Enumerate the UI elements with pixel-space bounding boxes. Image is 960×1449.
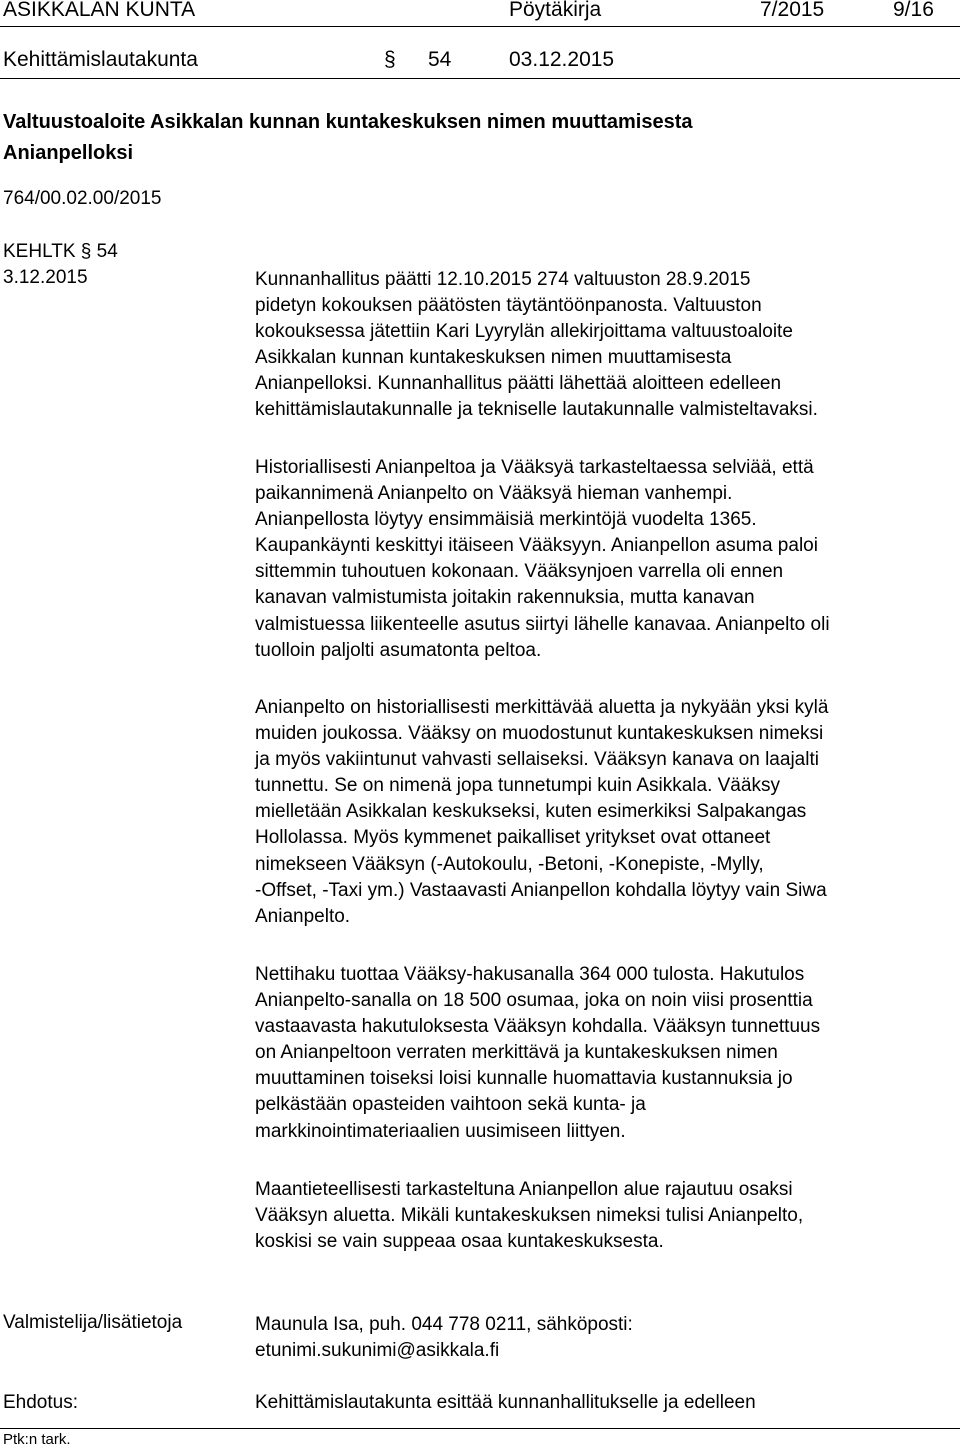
document-number: 7/2015 — [760, 0, 825, 21]
text-line: tunnettu. Se on nimenä jopa tunnetumpi kuin Asikkala. Vääksy — [255, 775, 780, 797]
header-rule — [0, 26, 960, 27]
text-line: pidetyn kokouksen päätösten täytäntöönpanosta. Valtuuston — [255, 295, 762, 317]
text-line: Anianpelto on historiallisesti merkittävää aluetta ja nykyään yksi kylä — [255, 697, 829, 718]
text-line: Anianpelto-sanalla on 18 500 osumaa, joka on noin viisi prosenttia — [255, 990, 813, 1012]
proposal-label: Ehdotus: — [3, 1392, 78, 1413]
text-line: Anianpellosta löytyy ensimmäisiä merkintöjä vuodelta 1365. — [255, 509, 757, 531]
meeting-date-ref: 3.12.2015 — [3, 267, 88, 288]
text-line: muuttaminen toiseksi loisi kunnalle huomattavia kustannuksia jo — [255, 1068, 793, 1090]
text-line: Anianpelloksi. Kunnanhallitus päätti lähettää aloitteen edelleen — [255, 373, 782, 395]
text-line: kanavan valmistumista joitakin rakennuksia, mutta kanavan — [255, 587, 755, 609]
text-line: muiden joukossa. Vääksy on muodostunut kuntakeskuksen nimeksi — [255, 723, 824, 745]
text-line: kehittämislautakunnalle ja tekniselle lautakunnalle valmisteltavaksi. — [255, 399, 818, 421]
title-line: Anianpelloksi — [3, 142, 134, 164]
text-line: paikannimenä Anianpelto on Vääksyä hieman vanhempi. — [255, 483, 733, 505]
text-line: pelkästään opasteiden vaihtoon sekä kunta- ja — [255, 1094, 646, 1116]
text-line: Historiallisesti Anianpeltoa ja Vääksyä tarkasteltaessa selviää, että — [255, 457, 814, 478]
text-line: Hollolassa. Myös kymmenet paikalliset yritykset ovat ottaneet — [255, 827, 771, 849]
board-name: Kehittämislautakunta — [3, 48, 198, 71]
text-line: nimekseen Vääksyn (-Autokoulu, -Betoni, -Konepiste, -Mylly, — [255, 853, 764, 875]
text-line: valmistuessa liikenteelle asutus siirtyi lähelle kanavaa. Anianpelto oli — [255, 613, 830, 635]
text-line: mielletään Asikkalan keskukseksi, kuten esimerkiksi Salpakangas — [255, 801, 807, 823]
paragraph-geography — [255, 1177, 960, 1255]
text-line: Nettihaku tuottaa Vääksy-hakusanalla 364 000 tulosta. Hakutulos — [255, 964, 805, 985]
text-line: Kaupankäynti keskittyi itäiseen Vääksyyn. Anianpellon asuma paloi — [255, 535, 818, 557]
file-number: 764/00.02.00/2015 — [3, 188, 162, 209]
meeting-label: KEHLTK — [3, 241, 76, 262]
meeting-date: 03.12.2015 — [509, 48, 615, 71]
section-number: 54 — [428, 48, 452, 71]
meeting-number: 54 — [96, 241, 118, 262]
text-line: tuolloin paljolti asumatonta peltoa. — [255, 639, 542, 661]
preparer-email: etunimi.sukunimi@asikkala.fi — [255, 1340, 500, 1362]
text-line: markkinointimateriaalien uusimiseen liittyen. — [255, 1120, 626, 1142]
text-line: on Anianpeltoon verraten merkittävä ja kuntakeskuksen nimen — [255, 1042, 778, 1064]
text-line: Kunnanhallitus päätti 12.10.2015 274 valtuuston 28.9.2015 — [255, 269, 751, 290]
text-line: Asikkalan kunnan kuntakeskuksen nimen muuttamisesta — [255, 347, 732, 369]
text-line: Vääksyn aluetta. Mikäli kuntakeskuksen nimeksi tulisi Anianpelto, — [255, 1205, 804, 1227]
text-line: -Offset, -Taxi ym.) Vastaavasti Anianpellon kohdalla löytyy vain Siwa — [255, 879, 827, 901]
paragraph-significance — [255, 695, 960, 930]
text-line: koskisi se vain suppeaa osaa kuntakeskuksesta. — [255, 1231, 664, 1253]
footer-rule — [0, 1428, 960, 1429]
municipality-name: ASIKKALAN KUNTA — [3, 0, 196, 21]
minutes-checker-label: Ptk:n tark. — [3, 1431, 71, 1448]
preparer-contact — [255, 1312, 960, 1364]
document-type: Pöytäkirja — [509, 0, 602, 21]
text-line: kokouksessa jätettiin Kari Lyyrylän allekirjoittama valtuustoaloite — [255, 321, 793, 343]
meeting-reference — [3, 241, 118, 263]
text-line: sittemmin tuhoutuen kokonaan. Vääksynjoen varrella oli ennen — [255, 561, 784, 583]
proposal-text: Kehittämislautakunta esittää kunnanhallitukselle ja edelleen — [255, 1392, 756, 1413]
text-line: ja myös vakiintunut vahvasti sellaiseksi. Vääksyn kanava on laajalti — [255, 749, 819, 771]
text-line: Maantieteellisesti tarkasteltuna Anianpellon alue rajautuu osaksi — [255, 1179, 793, 1200]
document-title — [3, 107, 692, 169]
title-line: Valtuustoaloite Asikkalan kunnan kuntakeskuksen nimen muuttamisesta — [3, 111, 693, 133]
section-symbol: § — [384, 48, 396, 71]
preparer-label: Valmistelija/lisätietoja — [3, 1312, 183, 1333]
text-line: Anianpelto. — [255, 905, 351, 927]
paragraph-web-search — [255, 962, 960, 1145]
paragraph-history — [255, 455, 960, 664]
paragraph-background — [255, 267, 960, 424]
preparer-name-phone: Maunula Isa, puh. 044 778 0211, sähköposti: — [255, 1314, 633, 1335]
text-line: vastaavasta hakutuloksesta Vääksyn kohdalla. Vääksyn tunnettuus — [255, 1016, 821, 1038]
subheader-rule — [0, 78, 960, 79]
meeting-section-symbol: § — [80, 241, 92, 262]
page-number: 9/16 — [893, 0, 934, 21]
